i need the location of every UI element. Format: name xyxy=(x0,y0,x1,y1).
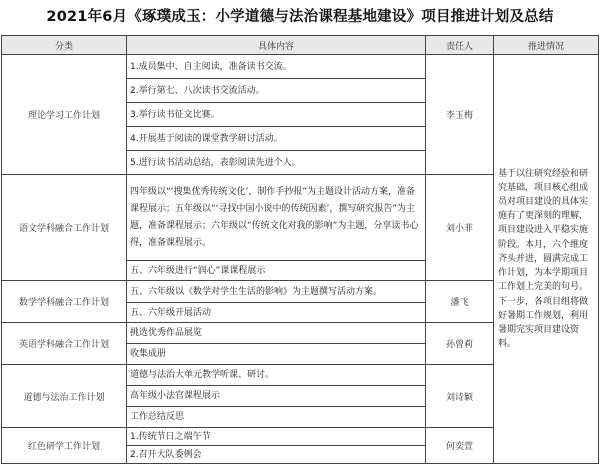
progress-text: 基于以往研究经验和研究基础，项目核心组成员对项目建设的具体实施有了更深刻的理解，项目建设进入平稳实施阶段。本月，六个维度齐头并进，圆满完成工作计划，为本学期项目工作划上完美的句号。下一步，各项目组将做好暑期工作规划，利用暑期完实项目建设资料。 xyxy=(498,168,589,350)
category-cell: 语文学科融合工作计划 xyxy=(2,175,127,281)
content-cell: 5.进行读书活动总结，表彰阅读先进个人。 xyxy=(127,151,426,175)
content-cell: 五、六年级以《数学对学生生活的影响》为主题撰写活动方案。 xyxy=(127,281,426,303)
content-cell: 3.举行读书征文比赛。 xyxy=(127,103,426,127)
header-content: 具体内容 xyxy=(127,36,426,55)
owner-cell: 潘飞 xyxy=(426,281,494,323)
content-cell: 2.举行第七、八次读书交流活动。 xyxy=(127,79,426,103)
category-cell: 红色研学工作计划 xyxy=(2,428,127,464)
header-progress: 推进情况 xyxy=(494,36,599,55)
owner-cell: 刘小菲 xyxy=(426,175,494,281)
content-cell: 五、六年级开展活动 xyxy=(127,303,426,323)
content-cell: 高年级小法官课程展示 xyxy=(127,386,426,407)
content-cell xyxy=(127,175,426,261)
content-cell: 2.召开大队委例会 xyxy=(127,446,426,464)
content-text: 四年级以“‘搜集优秀传统文化’，制作手抄报”为主题设计活动方案，准备课程展示；五年级以“‘寻找中国小说中的传统因素’，撰写研究报告”为主题，准备课程展示；六年级以“传统文化对我的影响”为主题，分享读书心得，准备课程展示。 xyxy=(130,186,419,248)
category-cell: 道德与法治工作计划 xyxy=(2,365,127,428)
content-cell: 道德与法治大单元教学听课、研讨。 xyxy=(127,365,426,386)
header-owner: 责任人 xyxy=(426,36,494,55)
content-cell: 工作总结反思 xyxy=(127,407,426,428)
owner-cell: 李玉梅 xyxy=(426,55,494,175)
owner-cell: 何奕萱 xyxy=(426,428,494,464)
table-header-row xyxy=(2,36,599,55)
content-cell: 挑选优秀作品展览 xyxy=(127,323,426,344)
progress-cell xyxy=(494,55,599,464)
plan-table xyxy=(1,35,599,464)
content-cell: 4.开展基于阅读的课堂教学研讨活动。 xyxy=(127,127,426,151)
category-cell: 理论学习工作计划 xyxy=(2,55,127,175)
header-category: 分类 xyxy=(2,36,127,55)
content-cell: 1.成员集中、自主阅读，准备读书交流。 xyxy=(127,55,426,79)
content-cell: 收集成册 xyxy=(127,344,426,365)
owner-cell: 刘诗颖 xyxy=(426,365,494,428)
page-title: 2021年6月《琢璞成玉：小学道德与法治课程基地建设》项目推进计划及总结 xyxy=(46,9,554,25)
content-cell: 五、六年级进行“润心”课课程展示 xyxy=(127,261,426,281)
content-cell: 1.传统节日之端午节 xyxy=(127,428,426,446)
owner-cell: 孙曾莉 xyxy=(426,323,494,365)
category-cell: 数学学科融合工作计划 xyxy=(2,281,127,323)
category-cell: 英语学科融合工作计划 xyxy=(2,323,127,365)
table-row xyxy=(2,55,599,79)
